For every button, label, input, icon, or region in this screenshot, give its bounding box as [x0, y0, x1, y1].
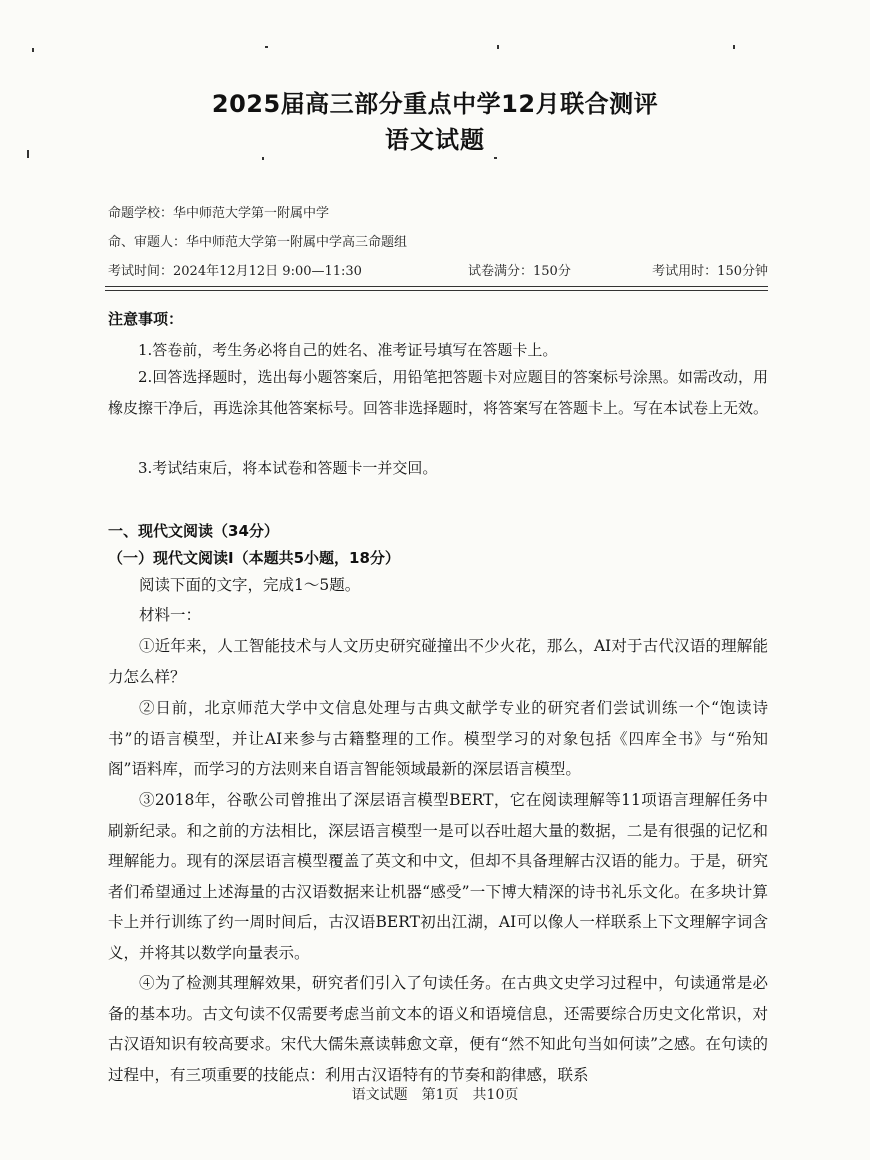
notice-item: 2.回答选择题时，选出每小题答案后，用铅笔把答题卡对应题目的答案标号涂黑。如需改动，用橡皮擦干净后，再选涂其他答案标号。回答非选择题时，将答案写在答题卡上。写在本试卷上无效。: [108, 368, 769, 417]
header-divider: [105, 286, 768, 287]
page-footer: 语文试题 第1页 共10页: [351, 1087, 519, 1103]
setting-school: 命题学校：华中师范大学第一附属中学: [108, 206, 330, 221]
subsection-heading: （一）现代文阅读Ⅰ（本题共5小题，18分）: [108, 549, 400, 567]
material-paragraph: ④为了检测其理解效果，研究者们引入了句读任务。在古典文史学习过程中，句读通常是必备的基本功。古文句读不仅需要考虑当前文本的语义和语境信息，还需要综合历史文化常识，对古汉语知识有较高要求。宋代大儒朱熹读韩愈文章，便有“然不知此句当如何读”之感。在句读的过程中，有三项重要的技能点：利用古汉语特有的节奏和韵律感，联系: [108, 974, 768, 1084]
notice-heading: 注意事项：: [108, 310, 184, 328]
setting-authors: 命、审题人：华中师范大学第一附属中学高三命题组: [108, 235, 408, 250]
exam-duration: 考试用时：150分钟: [652, 264, 768, 279]
material-label: 材料一：: [139, 606, 202, 624]
notice-item: 3.考试结束后，将本试卷和答题卡一并交回。: [138, 459, 438, 477]
exam-title: 2025届高三部分重点中学12月联合测评: [211, 90, 659, 118]
scan-speck: [494, 157, 497, 159]
header-divider: [105, 290, 768, 291]
material-paragraph: ②日前，北京师范大学中文信息处理与古典文献学专业的研究者们尝试训练一个“饱读诗书”的语言模型，并让AI来参与古籍整理的工作。模型学习的对象包括《四库全书》与“殆知阁”语料库，而学习的方法则来自语言智能领域最新的深层语言模型。: [108, 699, 768, 778]
scan-speck: [733, 45, 735, 49]
section-heading: 一、现代文阅读（34分）: [108, 522, 279, 540]
material-paragraph: ①近年来，人工智能技术与人文历史研究碰撞出不少火花，那么，AI对于古代汉语的理解能力怎么样？: [108, 637, 768, 686]
reading-instruction: 阅读下面的文字，完成1～5题。: [139, 576, 361, 594]
scan-speck: [265, 46, 268, 48]
material-paragraph: ③2018年，谷歌公司曾推出了深层语言模型BERT，它在阅读理解等11项语言理解任务中刷新纪录。和之前的方法相比，深层语言模型一是可以吞吐超大量的数据，二是有很强的记忆和理解能力。现有的深层语言模型覆盖了英文和中文，但却不具备理解古汉语的能力。于是，研究者们希望通过上述海量的古汉语数据来让机器“感受”一下博大精深的诗书礼乐文化。在多块计算卡上并行训练了约一周时间后，古汉语BERT初出江湖，AI可以像人一样联系上下文理解字词含义，并将其以数学向量表示。: [108, 791, 768, 962]
exam-subtitle: 语文试题: [385, 126, 485, 154]
scan-speck: [497, 45, 499, 49]
notice-item: 1.答卷前，考生务必将自己的姓名、准考证号填写在答题卡上。: [138, 341, 558, 359]
scan-speck: [32, 48, 34, 52]
exam-time: 考试时间：2024年12月12日 9:00—11:30: [108, 264, 362, 279]
full-score: 试卷满分：150分: [468, 264, 571, 279]
exam-info-row: [108, 260, 768, 280]
scan-speck: [262, 157, 264, 160]
